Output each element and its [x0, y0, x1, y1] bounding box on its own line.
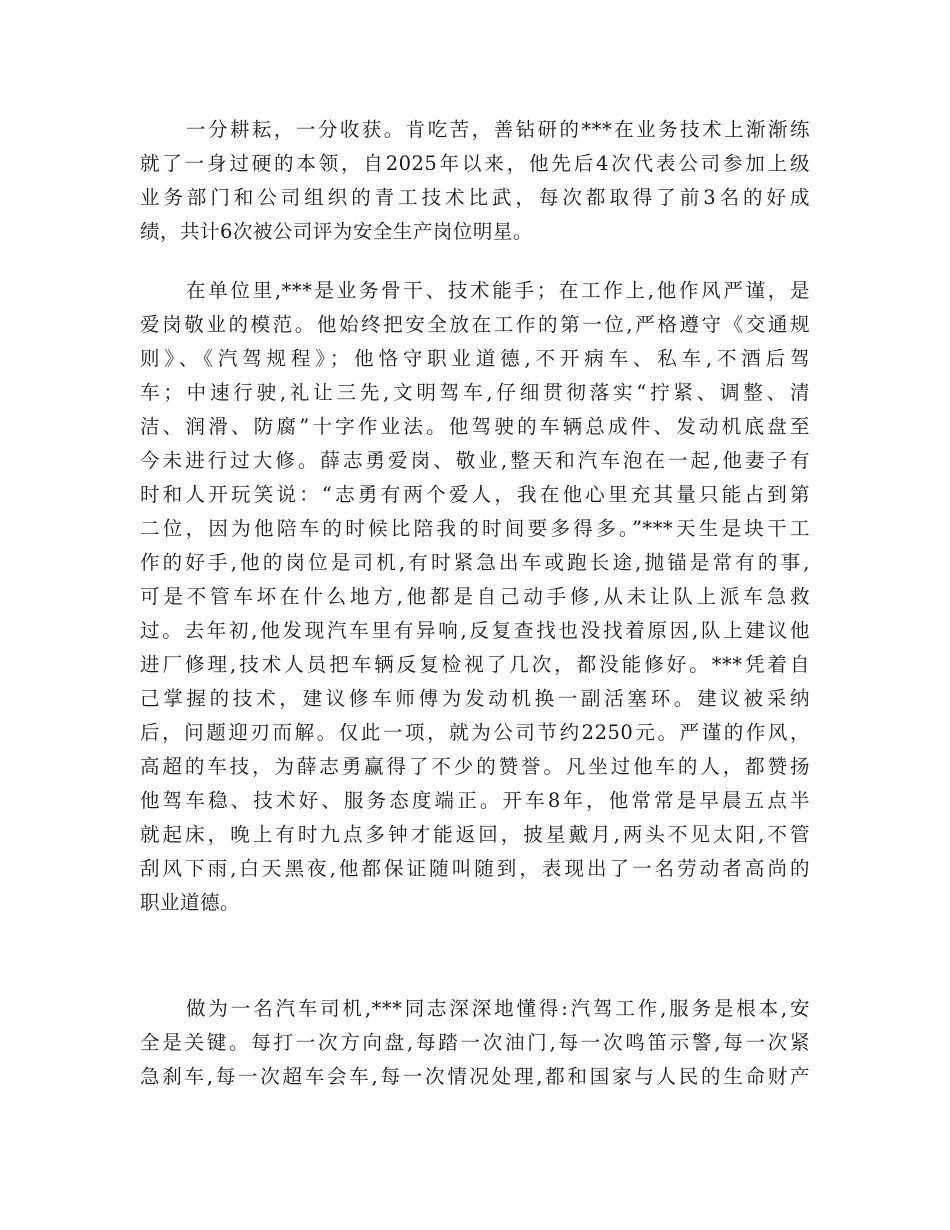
text-line: 高超的车技，为薛志勇赢得了不少的赞誉。凡坐过他车的人，都赞扬	[140, 755, 810, 778]
text-line: 作的好手,他的岗位是司机,有时紧急出车或跑长途,抛锚是常有的事,	[140, 551, 810, 574]
paragraph-2	[140, 274, 810, 920]
text-line: 时和人开玩笑说：“志勇有两个爱人，我在他心里充其量只能占到第	[140, 483, 810, 506]
text-line: 急刹车,每一次超车会车,每一次情况处理,都和国家与人民的生命财产	[140, 1065, 810, 1088]
text-line: 二位，因为他陪车的时候比陪我的时间要多得多。”***天生是块干工	[140, 517, 810, 540]
text-line: 今未进行过大修。薛志勇爱岗、敬业,整天和汽车泡在一起,他妻子有	[140, 449, 810, 472]
text-line: 过。去年初,他发现汽车里有异响,反复查找也没找着原因,队上建议他	[140, 619, 810, 642]
text-line: 可是不管车坏在什么地方,他都是自己动手修,从未让队上派车急救	[140, 585, 810, 608]
text-line: 绩，共计6次被公司评为安全生产岗位明星。	[140, 220, 533, 243]
text-line: 在单位里,***是业务骨干、技术能手；在工作上,他作风严谨，是	[186, 279, 810, 302]
text-line: 己掌握的技术，建议修车师傅为发动机换一副活塞环。建议被采纳	[140, 687, 810, 710]
text-line: 做为一名汽车司机,***同志深深地懂得:汽驾工作,服务是根本,安	[186, 997, 810, 1020]
text-line: 进厂修理,技术人员把车辆反复检视了几次，都没能修好。***凭着自	[140, 653, 810, 676]
text-line: 洁、润滑、防腐”十字作业法。他驾驶的车辆总成件、发动机底盘至	[140, 415, 810, 438]
text-line: 一分耕耘，一分收获。肯吃苦，善钻研的***在业务技术上渐渐练	[186, 118, 810, 141]
text-line: 他驾车稳、技术好、服务态度端正。开车8年，他常常是早晨五点半	[140, 789, 810, 812]
text-line: 则》、《汽驾规程》；他恪守职业道德,不开病车、私车,不酒后驾	[140, 347, 810, 370]
text-line: 后，问题迎刃而解。仅此一项，就为公司节约2250元。严谨的作风，	[140, 721, 810, 744]
paragraph-1	[140, 113, 810, 249]
text-line: 刮风下雨,白天黑夜,他都保证随叫随到，表现出了一名劳动者高尚的	[140, 857, 810, 880]
text-line: 就了一身过硬的本领，自2025年以来，他先后4次代表公司参加上级	[140, 152, 810, 175]
text-line: 全是关键。每打一次方向盘,每踏一次油门,每一次鸣笛示警,每一次紧	[140, 1031, 810, 1054]
text-line: 车；中速行驶,礼让三先,文明驾车,仔细贯彻落实“拧紧、调整、清	[140, 381, 810, 404]
text-line: 爱岗敬业的模范。他始终把安全放在工作的第一位,严格遵守《交通规	[140, 313, 810, 336]
text-line: 就起床，晚上有时九点多钟才能返回，披星戴月,两头不见太阳,不管	[140, 823, 810, 846]
text-line: 业务部门和公司组织的青工技术比武，每次都取得了前3名的好成	[140, 186, 810, 209]
paragraph-3	[140, 992, 810, 1094]
text-line: 职业道德。	[140, 891, 241, 914]
